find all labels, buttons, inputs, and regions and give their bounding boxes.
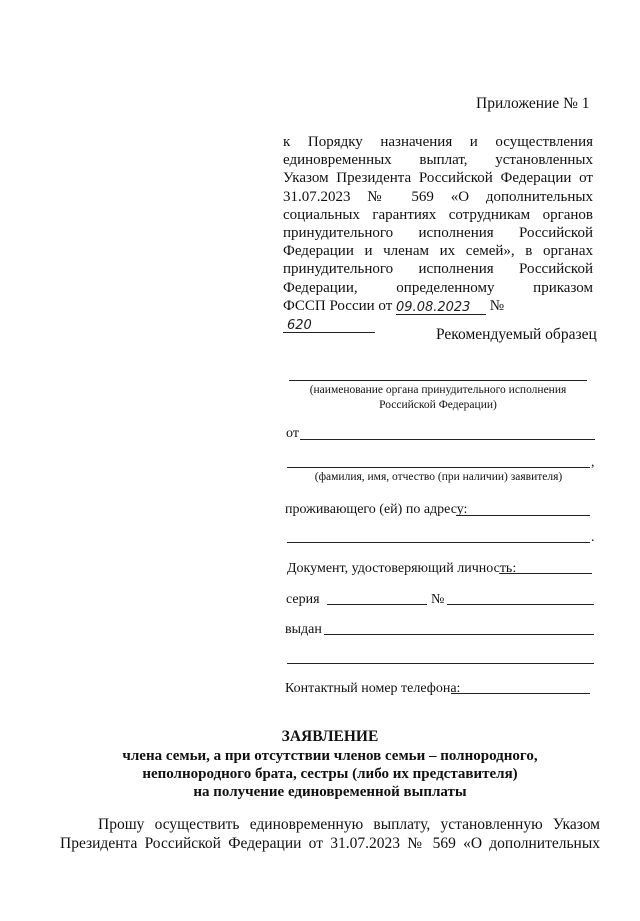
order-reference-text: к Порядку назначения и осуществления единовременных выплат, установленных Указом Президента Российской Федерации от 31.07.2023 № 569 «О дополнительных социальных гарантиях сотрудникам органов принудительного исполнения Российской Федерации и членам их семей», в органах принудительного исполнения Российской Федерации, определенному приказом — [283, 134, 593, 296]
annex-title: Приложение № 1 — [476, 95, 590, 112]
organ-name-line[interactable] — [289, 380, 587, 381]
address-line-2[interactable] — [287, 542, 590, 543]
order-date-handwritten: 09.08.2023 — [396, 300, 471, 316]
id-number-label: № — [431, 592, 445, 607]
sample-label: Рекомендуемый образец — [436, 326, 597, 343]
phone-label: Контактный номер телефона: — [285, 681, 461, 696]
from-line[interactable] — [300, 439, 595, 440]
issued-line-1[interactable] — [324, 634, 594, 635]
organ-caption-line-1: (наименование органа принудительного исполнения — [309, 384, 567, 396]
statement-line-3: на получение единовременной выплаты — [193, 784, 467, 800]
address-line-1[interactable] — [456, 515, 590, 516]
statement-line-1: члена семьи, а при отсутствии членов семьи – полнородного, — [122, 748, 538, 764]
from-label: от — [286, 426, 299, 441]
issued-line-2[interactable] — [287, 663, 594, 664]
address-label: проживающего (ей) по адресу: — [285, 502, 468, 517]
order-number-handwritten: 620 — [287, 318, 312, 334]
statement-line-2: неполнородного брата, сестры (либо их представителя) — [142, 766, 518, 782]
id-number-line[interactable] — [447, 604, 594, 605]
statement-body — [60, 816, 600, 853]
address-period: . — [591, 530, 595, 545]
order-date-prefix: ФССП России от — [283, 297, 393, 314]
series-line[interactable] — [327, 604, 427, 605]
phone-line[interactable] — [451, 693, 590, 694]
order-number-field — [283, 316, 375, 333]
applicant-name-line[interactable] — [287, 467, 590, 468]
statement-title: ЗАЯВЛЕНИЕ — [281, 728, 379, 745]
id-document-label: Документ, удостоверяющий личность: — [287, 561, 517, 576]
order-date-field — [396, 298, 486, 315]
organ-caption — [289, 383, 587, 413]
id-document-line[interactable] — [499, 573, 592, 574]
issued-label: выдан — [285, 622, 322, 637]
order-number-sign: № — [489, 297, 505, 314]
order-reference — [283, 133, 593, 333]
name-line-comma: , — [591, 455, 595, 470]
body-line-2: Президента Российской Федерации от 31.07.2023 № 569 «О дополнительных — [60, 834, 600, 852]
body-line-1: Прошу осуществить единовременную выплату, установленную Указом — [98, 816, 600, 833]
applicant-name-caption: (фамилия, имя, отчество (при наличии) заявителя) — [314, 471, 563, 483]
organ-caption-line-2: Российской Федерации) — [379, 399, 497, 411]
statement-heading — [60, 728, 600, 801]
series-label: серия — [286, 592, 320, 607]
